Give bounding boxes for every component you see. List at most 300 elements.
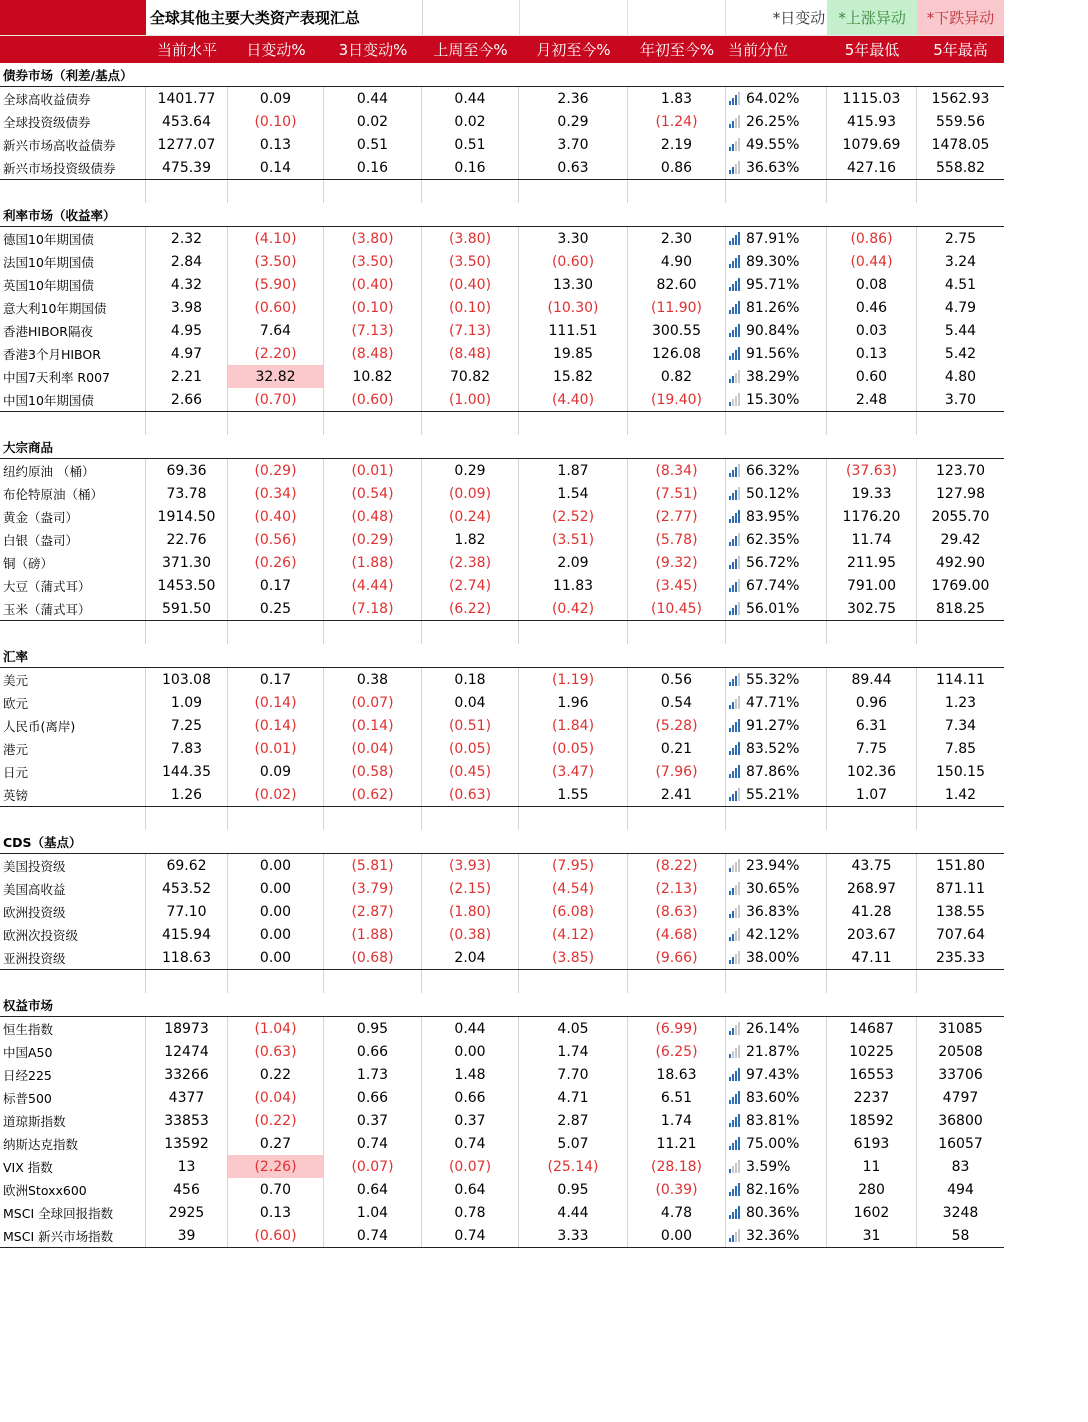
table-row xyxy=(0,528,1004,551)
table-row xyxy=(0,110,1004,133)
value-cell: (0.63) xyxy=(228,1040,324,1063)
signal-bars-icon xyxy=(729,510,740,523)
asset-name: 法国10年期国债 xyxy=(0,250,146,273)
value-cell: (3.47) xyxy=(519,760,628,783)
table-row xyxy=(0,551,1004,574)
value-cell: (5.28) xyxy=(628,714,726,737)
asset-name: 标普500 xyxy=(0,1086,146,1109)
percentile-value: 26.14% xyxy=(746,1020,800,1037)
section-title: 利率市场（收益率） xyxy=(3,207,116,223)
value-cell: 0.54 xyxy=(628,691,726,714)
asset-name: 欧洲Stoxx600 xyxy=(0,1178,146,1201)
value-cell: (1.00) xyxy=(422,388,519,411)
value-cell: (3.45) xyxy=(628,574,726,597)
value-cell: 0.95 xyxy=(519,1178,628,1201)
value-cell: (0.07) xyxy=(324,1155,422,1178)
value-cell: (0.14) xyxy=(324,714,422,737)
value-cell: (0.58) xyxy=(324,760,422,783)
table-row xyxy=(0,900,1004,923)
asset-name: 欧洲次投资级 xyxy=(0,923,146,946)
percentile-cell xyxy=(726,505,827,528)
table-row xyxy=(0,1224,1004,1248)
value-cell: 1.54 xyxy=(519,482,628,505)
value-cell: 415.93 xyxy=(827,110,917,133)
value-cell: (0.24) xyxy=(422,505,519,528)
value-cell: 33266 xyxy=(146,1063,228,1086)
section-title: CDS（基点） xyxy=(3,834,82,850)
asset-name: 意大利10年期国债 xyxy=(0,296,146,319)
value-cell: 18973 xyxy=(146,1017,228,1040)
value-cell: 36800 xyxy=(938,1112,983,1129)
legend-up-anomaly: *上涨异动 xyxy=(827,0,917,35)
signal-bars-icon xyxy=(729,1022,740,1035)
value-cell: (0.29) xyxy=(324,528,422,551)
spacer-row xyxy=(0,412,1004,435)
percentile-value: 32.36% xyxy=(746,1227,800,1244)
value-cell: 0.51 xyxy=(324,133,422,156)
percentile-cell xyxy=(726,459,827,482)
value-cell: 2.75 xyxy=(944,230,977,247)
value-cell: 7.85 xyxy=(944,740,977,757)
column-header: 年初至今% xyxy=(639,41,715,59)
percentile-cell xyxy=(726,1132,827,1155)
value-cell: 33706 xyxy=(938,1066,983,1083)
value-cell: 280 xyxy=(827,1178,917,1201)
value-cell: 0.95 xyxy=(324,1017,422,1040)
table-row xyxy=(0,714,1004,737)
value-cell: 18.63 xyxy=(628,1063,726,1086)
table-row xyxy=(0,737,1004,760)
percentile-value: 89.30% xyxy=(746,253,800,270)
value-cell: 4.90 xyxy=(628,250,726,273)
title-accent xyxy=(0,0,146,35)
value-cell: (8.48) xyxy=(324,342,422,365)
percentile-value: 56.72% xyxy=(746,554,800,571)
value-cell: (1.88) xyxy=(324,551,422,574)
column-header: 3日变动% xyxy=(338,41,408,59)
signal-bars-icon xyxy=(729,487,740,500)
signal-bars-icon xyxy=(729,1206,740,1219)
value-cell: (9.32) xyxy=(628,551,726,574)
value-cell: 1.26 xyxy=(146,783,228,806)
value-cell: (3.80) xyxy=(422,227,519,250)
column-header: 当前分位 xyxy=(728,41,789,59)
percentile-cell xyxy=(726,482,827,505)
signal-bars-icon xyxy=(729,278,740,291)
value-cell: 11 xyxy=(827,1155,917,1178)
asset-name: 香港HIBOR隔夜 xyxy=(0,319,146,342)
percentile-cell xyxy=(726,1201,827,1224)
asset-name: 新兴市场投资级债券 xyxy=(0,156,146,179)
percentile-cell xyxy=(726,783,827,806)
value-cell: 0.74 xyxy=(422,1132,519,1155)
value-cell: 0.74 xyxy=(422,1224,519,1247)
value-cell: (0.54) xyxy=(324,482,422,505)
value-cell: (0.56) xyxy=(228,528,324,551)
asset-name: 黄金（盎司） xyxy=(0,505,146,528)
table-row xyxy=(0,854,1004,877)
value-cell: (0.29) xyxy=(228,459,324,482)
value-cell: 235.33 xyxy=(936,949,985,966)
value-cell: 18592 xyxy=(827,1109,917,1132)
value-cell: 82.60 xyxy=(628,273,726,296)
signal-bars-icon xyxy=(729,696,740,709)
value-cell: 33853 xyxy=(146,1109,228,1132)
signal-bars-icon xyxy=(729,92,740,105)
percentile-value: 38.00% xyxy=(746,949,800,966)
value-cell: 1453.50 xyxy=(146,574,228,597)
value-cell: (2.26) xyxy=(228,1155,324,1178)
value-cell: 15.82 xyxy=(519,365,628,388)
value-cell: (7.51) xyxy=(628,482,726,505)
asset-name: 纽约原油 （桶） xyxy=(0,459,146,482)
value-cell: 10225 xyxy=(827,1040,917,1063)
percentile-cell xyxy=(726,528,827,551)
percentile-value: 49.55% xyxy=(746,136,800,153)
spacer-row xyxy=(0,180,1004,203)
value-cell: 0.18 xyxy=(422,668,519,691)
signal-bars-icon xyxy=(729,115,740,128)
section-title: 权益市场 xyxy=(3,997,54,1013)
value-cell: (3.50) xyxy=(228,250,324,273)
table-row xyxy=(0,133,1004,156)
value-cell: 0.21 xyxy=(628,737,726,760)
value-cell: 123.70 xyxy=(936,462,985,479)
value-cell: 7.34 xyxy=(944,717,977,734)
value-cell: 3.24 xyxy=(944,253,977,270)
percentile-cell xyxy=(726,946,827,969)
asset-name: 美国投资级 xyxy=(0,854,146,877)
value-cell: 0.13 xyxy=(228,133,324,156)
percentile-value: 75.00% xyxy=(746,1135,800,1152)
signal-bars-icon xyxy=(729,1068,740,1081)
table-body xyxy=(0,63,1004,1248)
value-cell: (19.40) xyxy=(628,388,726,411)
value-cell: (4.10) xyxy=(228,227,324,250)
column-header: 5年最高 xyxy=(933,41,988,59)
asset-name: 中国10年期国债 xyxy=(0,388,146,411)
value-cell: 0.66 xyxy=(324,1086,422,1109)
percentile-value: 97.43% xyxy=(746,1066,800,1083)
table-row xyxy=(0,946,1004,970)
percentile-value: 3.59% xyxy=(746,1158,791,1175)
value-cell: 1.09 xyxy=(146,691,228,714)
value-cell: (1.04) xyxy=(228,1017,324,1040)
value-cell: (7.13) xyxy=(324,319,422,342)
value-cell: 4.79 xyxy=(944,299,977,316)
value-cell: (0.45) xyxy=(422,760,519,783)
asset-name: 大豆（蒲式耳） xyxy=(0,574,146,597)
value-cell: (0.02) xyxy=(228,783,324,806)
signal-bars-icon xyxy=(729,859,740,872)
value-cell: 19.85 xyxy=(519,342,628,365)
percentile-value: 36.63% xyxy=(746,159,800,176)
percentile-value: 62.35% xyxy=(746,531,800,548)
section-header xyxy=(0,993,1004,1017)
table-row xyxy=(0,1132,1004,1155)
value-cell: 0.16 xyxy=(324,156,422,179)
value-cell: 32.82 xyxy=(228,365,324,388)
signal-bars-icon xyxy=(729,533,740,546)
asset-name: 玉米（蒲式耳） xyxy=(0,597,146,620)
value-cell: (0.70) xyxy=(228,388,324,411)
asset-name: 欧元 xyxy=(0,691,146,714)
asset-name: 港元 xyxy=(0,737,146,760)
value-cell: (0.09) xyxy=(422,482,519,505)
value-cell: 0.00 xyxy=(228,854,324,877)
value-cell: 0.70 xyxy=(228,1178,324,1201)
value-cell: (0.40) xyxy=(228,505,324,528)
value-cell: 127.98 xyxy=(936,485,985,502)
value-cell: (0.60) xyxy=(228,1224,324,1247)
value-cell: 2.09 xyxy=(519,551,628,574)
table-row xyxy=(0,1086,1004,1109)
percentile-value: 55.21% xyxy=(746,786,800,803)
value-cell: (1.24) xyxy=(628,110,726,133)
table-row xyxy=(0,342,1004,365)
asset-name: 中国7天利率 R007 xyxy=(0,365,146,388)
asset-name: 全球投资级债券 xyxy=(0,110,146,133)
value-cell: 0.02 xyxy=(324,110,422,133)
value-cell: (7.96) xyxy=(628,760,726,783)
value-cell: 14687 xyxy=(827,1017,917,1040)
asset-name: 英国10年期国债 xyxy=(0,273,146,296)
value-cell: 1.87 xyxy=(519,459,628,482)
value-cell: 41.28 xyxy=(827,900,917,923)
value-cell: 70.82 xyxy=(422,365,519,388)
value-cell: (0.01) xyxy=(324,459,422,482)
value-cell: (7.18) xyxy=(324,597,422,620)
value-cell: (2.20) xyxy=(228,342,324,365)
signal-bars-icon xyxy=(729,1045,740,1058)
column-header: 上周至今% xyxy=(433,41,508,59)
value-cell: 0.44 xyxy=(422,1017,519,1040)
value-cell: 0.00 xyxy=(628,1224,726,1247)
percentile-value: 87.86% xyxy=(746,763,800,780)
signal-bars-icon xyxy=(729,1114,740,1127)
value-cell: 0.00 xyxy=(228,946,324,969)
percentile-cell xyxy=(726,227,827,250)
value-cell: 4.95 xyxy=(146,319,228,342)
column-header: 月初至今% xyxy=(536,41,611,59)
table-row xyxy=(0,505,1004,528)
table-row xyxy=(0,319,1004,342)
value-cell: (11.90) xyxy=(628,296,726,319)
percentile-cell xyxy=(726,342,827,365)
value-cell: (0.44) xyxy=(827,250,917,273)
value-cell: (3.79) xyxy=(324,877,422,900)
percentile-value: 36.83% xyxy=(746,903,800,920)
table-row xyxy=(0,1201,1004,1224)
percentile-cell xyxy=(726,1155,827,1178)
value-cell: 453.52 xyxy=(146,877,228,900)
value-cell: (8.34) xyxy=(628,459,726,482)
value-cell: 0.14 xyxy=(228,156,324,179)
percentile-value: 21.87% xyxy=(746,1043,800,1060)
value-cell: 39 xyxy=(146,1224,228,1247)
value-cell: 4797 xyxy=(942,1089,979,1106)
value-cell: 0.09 xyxy=(228,760,324,783)
signal-bars-icon xyxy=(729,719,740,732)
value-cell: 0.74 xyxy=(324,1132,422,1155)
percentile-cell xyxy=(726,1224,827,1247)
value-cell: 2.48 xyxy=(827,388,917,411)
header-blank xyxy=(0,36,146,63)
percentile-value: 50.12% xyxy=(746,485,800,502)
value-cell: 1.74 xyxy=(519,1040,628,1063)
value-cell: 203.67 xyxy=(827,923,917,946)
value-cell: (0.86) xyxy=(827,227,917,250)
value-cell: 89.44 xyxy=(827,668,917,691)
value-cell: (1.19) xyxy=(519,668,628,691)
table-row xyxy=(0,87,1004,110)
value-cell: (0.40) xyxy=(324,273,422,296)
value-cell: 1.83 xyxy=(628,87,726,110)
asset-name: 新兴市场高收益债券 xyxy=(0,133,146,156)
signal-bars-icon xyxy=(729,370,740,383)
asset-name: 亚洲投资级 xyxy=(0,946,146,969)
value-cell: (10.45) xyxy=(628,597,726,620)
value-cell: 7.75 xyxy=(827,737,917,760)
value-cell: 492.90 xyxy=(936,554,985,571)
value-cell: 69.62 xyxy=(146,854,228,877)
value-cell: 0.66 xyxy=(324,1040,422,1063)
value-cell: 2.66 xyxy=(146,388,228,411)
value-cell: (3.80) xyxy=(324,227,422,250)
asset-name: 香港3个月HIBOR xyxy=(0,342,146,365)
percentile-value: 82.16% xyxy=(746,1181,800,1198)
value-cell: 591.50 xyxy=(146,597,228,620)
signal-bars-icon xyxy=(729,765,740,778)
value-cell: 0.74 xyxy=(324,1224,422,1247)
value-cell: 0.64 xyxy=(422,1178,519,1201)
value-cell: 16057 xyxy=(938,1135,983,1152)
value-cell: 1562.93 xyxy=(931,90,990,107)
value-cell: 31085 xyxy=(938,1020,983,1037)
percentile-cell xyxy=(726,388,827,411)
percentile-cell xyxy=(726,760,827,783)
value-cell: 1769.00 xyxy=(931,577,990,594)
value-cell: 4.97 xyxy=(146,342,228,365)
value-cell: (8.22) xyxy=(628,854,726,877)
value-cell: (0.63) xyxy=(422,783,519,806)
table-row xyxy=(0,459,1004,482)
value-cell: 0.78 xyxy=(422,1201,519,1224)
value-cell: (0.05) xyxy=(519,737,628,760)
value-cell: 118.63 xyxy=(146,946,228,969)
percentile-cell xyxy=(726,737,827,760)
value-cell: 6193 xyxy=(827,1132,917,1155)
value-cell: 0.16 xyxy=(422,156,519,179)
value-cell: 1.23 xyxy=(944,694,977,711)
value-cell: 7.64 xyxy=(228,319,324,342)
percentile-value: 80.36% xyxy=(746,1204,800,1221)
value-cell: 300.55 xyxy=(628,319,726,342)
value-cell: (3.85) xyxy=(519,946,628,969)
percentile-value: 55.32% xyxy=(746,671,800,688)
value-cell: 3.30 xyxy=(519,227,628,250)
percentile-cell xyxy=(726,110,827,133)
value-cell: (0.38) xyxy=(422,923,519,946)
percentile-value: 56.01% xyxy=(746,600,800,617)
section-header xyxy=(0,830,1004,854)
value-cell: (0.51) xyxy=(422,714,519,737)
asset-name: 美国高收益 xyxy=(0,877,146,900)
table-row xyxy=(0,1063,1004,1086)
value-cell: 2.21 xyxy=(146,365,228,388)
header-row xyxy=(0,36,1004,63)
value-cell: 1.48 xyxy=(422,1063,519,1086)
value-cell: 2.84 xyxy=(146,250,228,273)
value-cell: (0.10) xyxy=(422,296,519,319)
value-cell: 2055.70 xyxy=(931,508,990,525)
table-row xyxy=(0,760,1004,783)
value-cell: 151.80 xyxy=(936,857,985,874)
percentile-value: 30.65% xyxy=(746,880,800,897)
value-cell: (10.30) xyxy=(519,296,628,319)
spacer-row xyxy=(0,621,1004,644)
value-cell: 0.60 xyxy=(827,365,917,388)
value-cell: (2.77) xyxy=(628,505,726,528)
value-cell: (0.39) xyxy=(628,1178,726,1201)
percentile-value: 67.74% xyxy=(746,577,800,594)
value-cell: 475.39 xyxy=(146,156,228,179)
value-cell: (0.48) xyxy=(324,505,422,528)
table-row xyxy=(0,1155,1004,1178)
value-cell: 456 xyxy=(146,1178,228,1201)
value-cell: (4.44) xyxy=(324,574,422,597)
value-cell: 5.07 xyxy=(519,1132,628,1155)
value-cell: 0.29 xyxy=(422,459,519,482)
value-cell: 791.00 xyxy=(827,574,917,597)
value-cell: 0.66 xyxy=(422,1086,519,1109)
signal-bars-icon xyxy=(729,556,740,569)
value-cell: 2.04 xyxy=(422,946,519,969)
value-cell: 1079.69 xyxy=(827,133,917,156)
value-cell: (0.10) xyxy=(228,110,324,133)
value-cell: 0.13 xyxy=(827,342,917,365)
value-cell: 0.00 xyxy=(422,1040,519,1063)
percentile-cell xyxy=(726,854,827,877)
percentile-value: 66.32% xyxy=(746,462,800,479)
section-header xyxy=(0,435,1004,459)
asset-name: 英镑 xyxy=(0,783,146,806)
value-cell: 1478.05 xyxy=(931,136,990,153)
value-cell: (1.80) xyxy=(422,900,519,923)
value-cell: 2.87 xyxy=(519,1109,628,1132)
column-header: 当前水平 xyxy=(156,41,217,59)
signal-bars-icon xyxy=(729,602,740,615)
signal-bars-icon xyxy=(729,951,740,964)
asset-name: 中国A50 xyxy=(0,1040,146,1063)
value-cell: 7.70 xyxy=(519,1063,628,1086)
asset-name: 日经225 xyxy=(0,1063,146,1086)
value-cell: 0.46 xyxy=(827,296,917,319)
value-cell: 43.75 xyxy=(827,854,917,877)
value-cell: 0.44 xyxy=(324,87,422,110)
value-cell: 371.30 xyxy=(146,551,228,574)
value-cell: 6.51 xyxy=(628,1086,726,1109)
table-row xyxy=(0,1178,1004,1201)
table-row xyxy=(0,365,1004,388)
signal-bars-icon xyxy=(729,1137,740,1150)
value-cell: (9.66) xyxy=(628,946,726,969)
value-cell: 22.76 xyxy=(146,528,228,551)
value-cell: 3.70 xyxy=(519,133,628,156)
title-row xyxy=(0,0,1004,36)
percentile-cell xyxy=(726,877,827,900)
value-cell: 0.22 xyxy=(228,1063,324,1086)
